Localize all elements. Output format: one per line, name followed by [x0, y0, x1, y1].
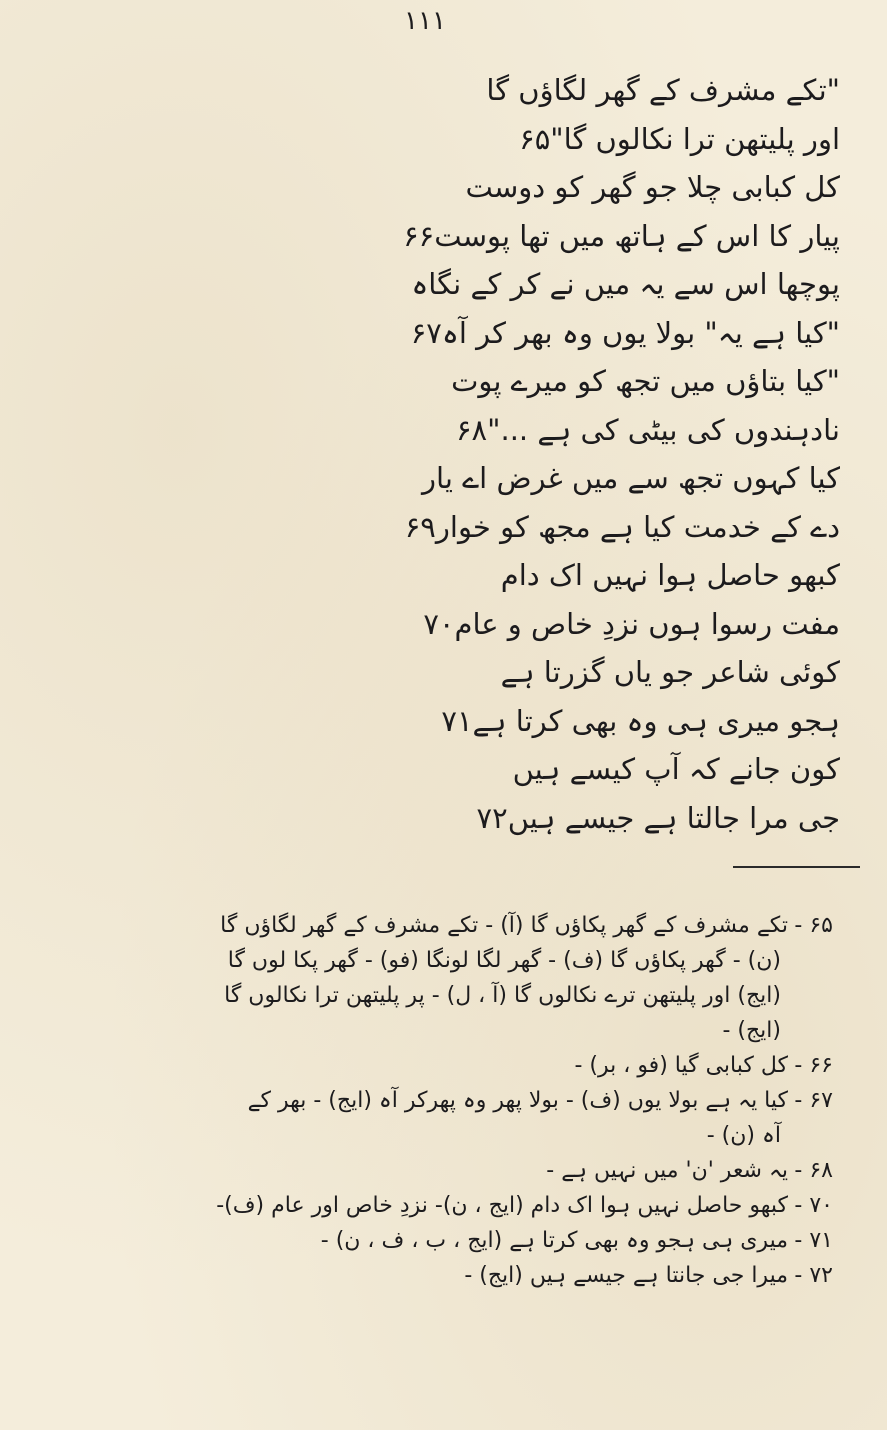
- verse-line-1: "تکے مشرف کے گھر لگاؤں گا: [486, 73, 840, 107]
- footnote-number: ۶۵ -: [794, 913, 833, 938]
- footnote-number: ۶۷ -: [794, 1088, 833, 1113]
- footnote-text: کبھو حاصل نہیں ہوا اک دام (ایج ، ن)- نزدِ خاص اور عام (ف)-: [216, 1193, 788, 1218]
- verse-line-12: مفت رسوا ہوں نزدِ خاص و عام۷۰: [423, 606, 840, 641]
- page-number: ۱۱۱: [404, 6, 446, 36]
- verse-line-10: دے کے خدمت کیا ہے مجھ کو خوار۶۹: [404, 509, 840, 544]
- footnote-66: [18, 1048, 833, 1083]
- footnote-text: تکے مشرف کے گھر پکاؤں گا (آ) - تکے مشرف کے گھر لگاؤں گا: [220, 913, 788, 938]
- footnote-68: [18, 1153, 833, 1188]
- verse-line-8: نادہندوں کی بیٹی کی ہے ..."۶۸: [455, 412, 840, 447]
- footnote-text: (ن) - گھر پکاؤں گا (ف) - گھر لگا لونگا (فو) - گھر پکا لوں گا: [227, 948, 781, 973]
- footnote-number: ۷۰ -: [794, 1193, 833, 1218]
- verse-line-7: "کیا بتاؤں میں تجھ کو میرے پوت: [451, 364, 840, 398]
- footnote-text: میرا جی جانتا ہے جیسے ہیں (ایج) -: [464, 1263, 788, 1288]
- verse-line-2: اور پلیتھن ترا نکالوں گا"۶۵: [519, 121, 840, 156]
- verse-line-9: کیا کہوں تجھ سے میں غرض اے یار: [422, 461, 840, 495]
- footnote-text: کل کبابی گیا (فو ، بر) -: [574, 1053, 788, 1078]
- verse-line-6: "کیا ہے یہ" بولا یوں وہ بھر کر آہ۶۷: [410, 315, 840, 350]
- footnote-text: میری ہی ہجو وہ بھی کرتا ہے (ایج ، ب ، ف ، ن) -: [320, 1228, 788, 1253]
- verse-line-5: پوچھا اس سے یہ میں نے کر کے نگاہ: [411, 267, 840, 301]
- footnote-text: یہ شعر 'ن' میں نہیں ہے -: [546, 1158, 788, 1183]
- verse-line-14: ہجو میری ہی وہ بھی کرتا ہے۷۱: [441, 703, 840, 738]
- footnote-70: [18, 1188, 833, 1223]
- verse-line-3: کل کبابی چلا جو گھر کو دوست: [465, 170, 840, 204]
- footnote-text: کیا یہ ہے بولا یوں (ف) - بولا پھر وہ پھرکر آہ (ایج) - بھر کے: [247, 1088, 788, 1113]
- verse-line-4: پیار کا اس کے ہاتھ میں تھا پوست۶۶: [403, 218, 840, 253]
- footnotes-block: [18, 908, 833, 1293]
- footnote-text: (ایج) اور پلیتھن ترے نکالوں گا (آ ، ل) - پر پلیتھن ترا نکالوں گا: [224, 983, 781, 1008]
- verse-line-16: جی مرا جالتا ہے جیسے ہیں۷۲: [476, 800, 840, 835]
- footnote-number: ۶۸ -: [794, 1158, 833, 1183]
- footnote-text: (ایج) -: [722, 1018, 781, 1043]
- footnote-divider: [733, 866, 860, 868]
- footnote-number: ۷۱ -: [794, 1228, 833, 1253]
- verse-line-13: کوئی شاعر جو یاں گزرتا ہے: [500, 655, 840, 689]
- footnote-71: [18, 1223, 833, 1258]
- footnote-number: ۷۲ -: [794, 1263, 833, 1288]
- verse-line-11: کبھو حاصل ہوا نہیں اک دام: [500, 558, 840, 592]
- verse-line-15: کون جانے کہ آپ کیسے ہیں: [512, 752, 840, 786]
- footnote-67: [18, 1083, 833, 1153]
- footnote-text: آہ (ن) -: [706, 1123, 781, 1148]
- footnote-number: ۶۶ -: [794, 1053, 833, 1078]
- footnote-72: [18, 1258, 833, 1293]
- footnote-65: [18, 908, 833, 1048]
- verse-block: [18, 66, 840, 842]
